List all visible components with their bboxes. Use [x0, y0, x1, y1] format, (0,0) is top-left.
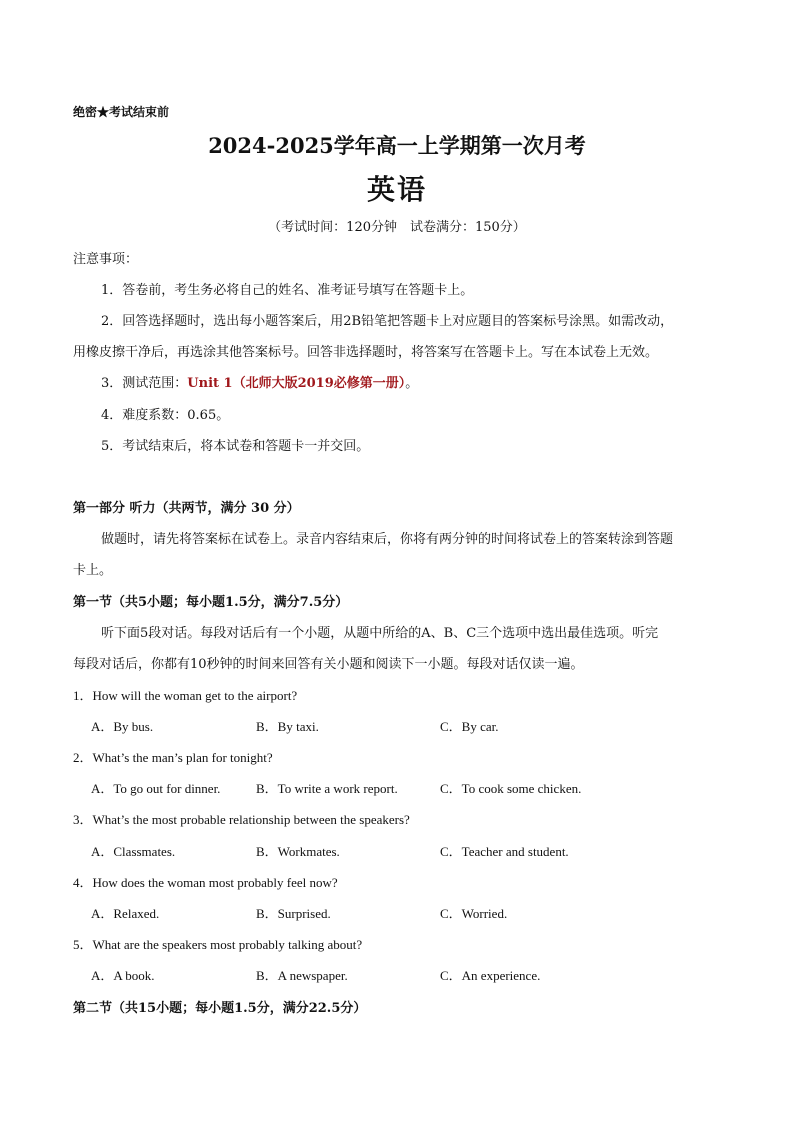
question-1-option-a: A．By bus.: [91, 719, 154, 734]
note-5: 5．考试结束后，将本试卷和答题卡一并交回。: [101, 439, 370, 454]
part1-heading: 第一部分 听力（共两节，满分 30 分）: [73, 501, 300, 516]
question-4: 4．How does the woman most probably feel now?: [73, 875, 338, 890]
exam-info: （考试时间：120分钟 试卷满分：150分）: [268, 220, 526, 235]
section1-instructions-line-1: 听下面5段对话。每段对话后有一个小题，从题中所给的A、B、C三个选项中选出最佳选项。听完: [101, 626, 659, 641]
question-4-option-c: C．Worried.: [440, 906, 508, 921]
question-3-option-a: A．Classmates.: [91, 844, 176, 859]
section1-heading: 第一节（共5小题；每小题1.5分，满分7.5分）: [73, 595, 349, 610]
question-4-option-a: A．Relaxed.: [91, 906, 160, 921]
question-5-option-b: B．A newspaper.: [256, 968, 348, 983]
question-3: 3．What’s the most probable relationship between the speakers?: [73, 812, 410, 827]
question-2: 2．What’s the man’s plan for tonight?: [73, 750, 273, 765]
question-4-option-b: B．Surprised.: [256, 906, 331, 921]
question-5-option-a: A．A book.: [91, 968, 155, 983]
question-2-option-a: A．To go out for dinner.: [91, 781, 221, 796]
question-1-option-c: C．By car.: [440, 719, 499, 734]
question-5: 5．What are the speakers most probably talking about?: [73, 937, 363, 952]
note-3-prefix: 3．测试范围：: [101, 376, 188, 391]
question-2-option-b: B．To write a work report.: [256, 781, 398, 796]
note-3-suffix: 。: [405, 376, 419, 391]
question-1-option-b: B．By taxi.: [256, 719, 319, 734]
confidential-label: 绝密★考试结束前: [73, 105, 170, 119]
question-1: 1．How will the woman get to the airport?: [73, 688, 298, 703]
notes-heading: 注意事项：: [73, 252, 139, 267]
note-2-line-1: 2．回答选择题时，选出每小题答案后，用2B铅笔把答题卡上对应题目的答案标号涂黑。如需改动，: [101, 314, 674, 329]
exam-title: 2024-2025学年高一上学期第一次月考: [208, 133, 586, 158]
section1-instructions-line-2: 每段对话后，你都有10秒钟的时间来回答有关小题和阅读下一小题。每段对话仅读一遍。: [73, 657, 584, 672]
question-2-option-c: C．To cook some chicken.: [440, 781, 582, 796]
section2-heading: 第二节（共15小题；每小题1.5分，满分22.5分）: [73, 1001, 367, 1016]
part1-instructions-line-2: 卡上。: [73, 563, 113, 578]
note-2-line-2: 用橡皮擦干净后，再选涂其他答案标号。回答非选择题时，将答案写在答题卡上。写在本试卷上无效。: [73, 345, 659, 360]
part1-instructions-line-1: 做题时，请先将答案标在试卷上。录音内容结束后，你将有两分钟的时间将试卷上的答案转涂到答题: [101, 532, 674, 547]
question-5-option-c: C．An experience.: [440, 968, 541, 983]
subject-title: 英语: [366, 173, 427, 206]
test-scope: Unit 1（北师大版2019必修第一册）: [187, 376, 406, 391]
note-3: [101, 372, 418, 391]
note-1: 1．答卷前，考生务必将自己的姓名、准考证号填写在答题卡上。: [101, 283, 474, 298]
note-4: 4．难度系数：0.65。: [101, 408, 230, 423]
question-3-option-b: B．Workmates.: [256, 844, 340, 859]
question-3-option-c: C．Teacher and student.: [440, 844, 569, 859]
